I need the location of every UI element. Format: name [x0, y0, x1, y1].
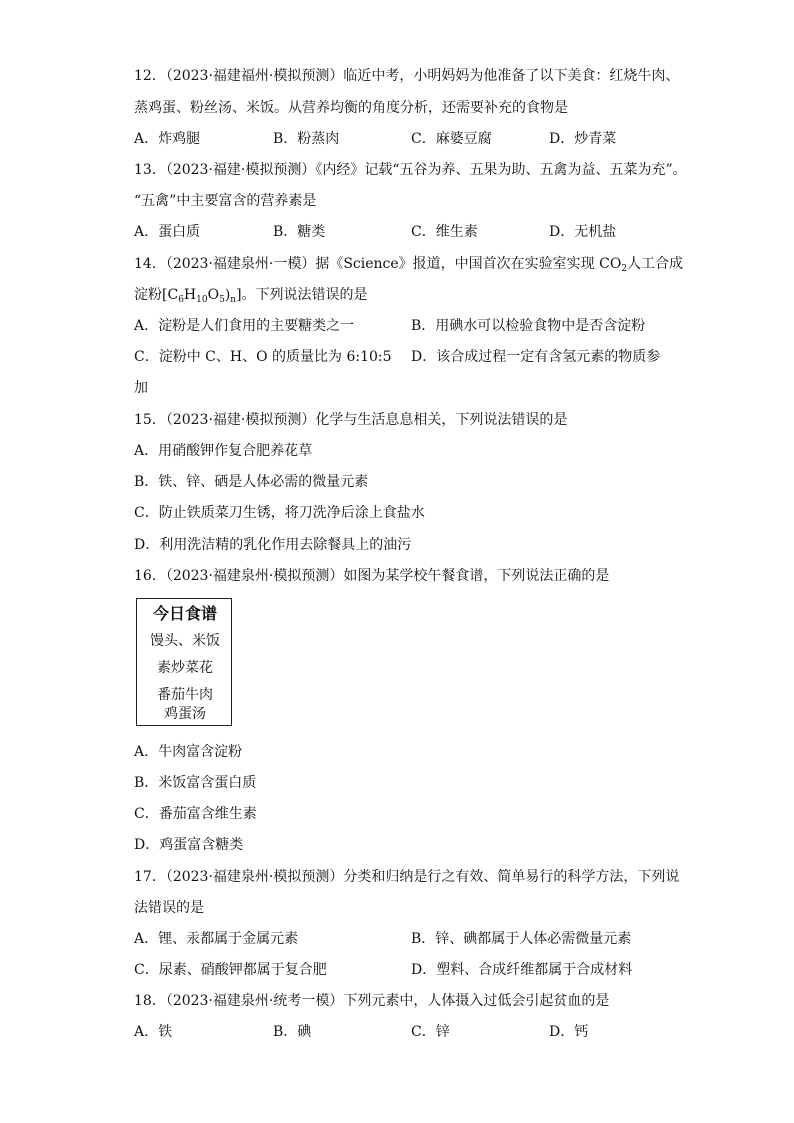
q18-option-b: B．碘 — [273, 1024, 312, 1040]
q18-option-a: A．铁 — [134, 1024, 173, 1040]
menu-title: 今日食谱 — [152, 604, 217, 623]
q15-option-c: C．防止铁质菜刀生锈，将刀洗净后涂上食盐水 — [134, 505, 425, 521]
q14-formula-sub-n: n — [230, 295, 237, 305]
q13-stem-line2: “五禽”中主要富含的营养素是 — [134, 193, 317, 209]
q12-option-c: C．麻婆豆腐 — [411, 131, 492, 147]
q14-stem-line2-tail: ]。下列说法错误的是 — [236, 287, 368, 303]
q15-option-d: D．利用洗洁精的乳化作用去除餐具上的油污 — [134, 537, 412, 553]
q14-formula-sub-h: 10 — [196, 295, 208, 305]
menu-item: 馒头、米饭 — [150, 633, 220, 649]
menu-item: 鸡蛋汤 — [164, 706, 206, 722]
q14-formula-sub-o: 5 — [219, 295, 225, 305]
q13-option-c: C．维生素 — [411, 224, 478, 240]
q14-formula-d: ) — [224, 287, 231, 303]
q17-stem-line1: 17．（2023·福建泉州·模拟预测）分类和归纳是行之有效、简单易行的科学方法，下列说 — [134, 869, 680, 885]
q18-option-c: C．锌 — [411, 1024, 450, 1040]
q16-option-a: A．牛肉富含淀粉 — [134, 744, 243, 760]
q18-stem-line1: 18．（2023·福建泉州·统考一模）下列元素中，人体摄入过低会引起贫血的是 — [134, 993, 610, 1009]
q16-option-d: D．鸡蛋富含糖类 — [134, 837, 244, 853]
q17-option-b: B．锌、碘都属于人体必需微量元素 — [411, 931, 632, 947]
q14-option-d-continuation: 加 — [134, 380, 148, 396]
q17-option-c: C．尿素、硝酸钾都属于复合肥 — [134, 962, 327, 978]
q18-option-d: D．钙 — [549, 1024, 589, 1040]
menu-item: 素炒菜花 — [157, 660, 213, 676]
q14-formula-sub-c: 6 — [178, 295, 184, 305]
q14-option-b: B．用碘水可以检验食物中是否含淀粉 — [411, 318, 646, 334]
q14-stem-line1-text: 14．（2023·福建泉州·一模）据《Science》报道，中国首次在实验室实现 CO — [134, 256, 622, 272]
q12-stem-line2: 蒸鸡蛋、粉丝汤、米饭。从营养均衡的角度分析，还需要补充的食物是 — [134, 100, 568, 116]
q14-formula-b: H — [183, 287, 197, 303]
q16-stem-line1: 16．（2023·福建泉州·模拟预测）如图为某学校午餐食谱，下列说法正确的是 — [134, 568, 610, 584]
q12-option-b: B．粉蒸肉 — [273, 131, 340, 147]
q14-stem-line1-tail: 人工合成 — [627, 256, 684, 272]
q15-stem-line1: 15．（2023·福建·模拟预测）化学与生活息息相关，下列说法错误的是 — [134, 412, 568, 428]
q15-option-a: A．用硝酸钾作复合肥养花草 — [134, 443, 313, 459]
q14-option-c: C．淀粉中 C、H、O 的质量比为 6:10:5 — [134, 349, 392, 365]
q14-option-a: A．淀粉是人们食用的主要糖类之一 — [134, 318, 355, 334]
q14-co2-subscript: 2 — [621, 264, 628, 274]
q13-stem-line1: 13．（2023·福建·模拟预测）《内经》记载“五谷为养、五果为助、五禽为益、五菜为充”。 — [134, 162, 687, 178]
q12-option-d: D．炒青菜 — [549, 131, 617, 147]
q17-option-a: A．锂、汞都属于金属元素 — [134, 931, 299, 947]
q14-formula-a: 淀粉[C — [134, 287, 179, 303]
q12-stem-line1: 12．（2023·福建福州·模拟预测）临近中考，小明妈妈为他准备了以下美食：红烧牛肉、 — [134, 68, 680, 84]
lunch-menu-box — [136, 598, 232, 726]
q16-option-c: C．番茄富含维生素 — [134, 806, 257, 822]
q15-option-b: B．铁、锌、硒是人体必需的微量元素 — [134, 474, 369, 490]
q14-stem-line1 — [134, 254, 683, 274]
q14-stem-line2 — [134, 285, 368, 305]
q17-stem-line2: 法错误的是 — [134, 900, 204, 916]
q12-option-a: A．炸鸡腿 — [134, 131, 201, 147]
q16-option-b: B．米饭富含蛋白质 — [134, 775, 257, 791]
menu-item: 番茄牛肉 — [157, 687, 213, 703]
q17-option-d: D．塑料、合成纤维都属于合成材料 — [411, 962, 633, 978]
q13-option-b: B．糖类 — [273, 224, 326, 240]
q13-option-d: D．无机盐 — [549, 224, 617, 240]
q13-option-a: A．蛋白质 — [134, 224, 201, 240]
q14-option-d: D．该合成过程一定有含氢元素的物质参 — [411, 349, 661, 365]
q14-formula-c: O — [207, 287, 220, 303]
